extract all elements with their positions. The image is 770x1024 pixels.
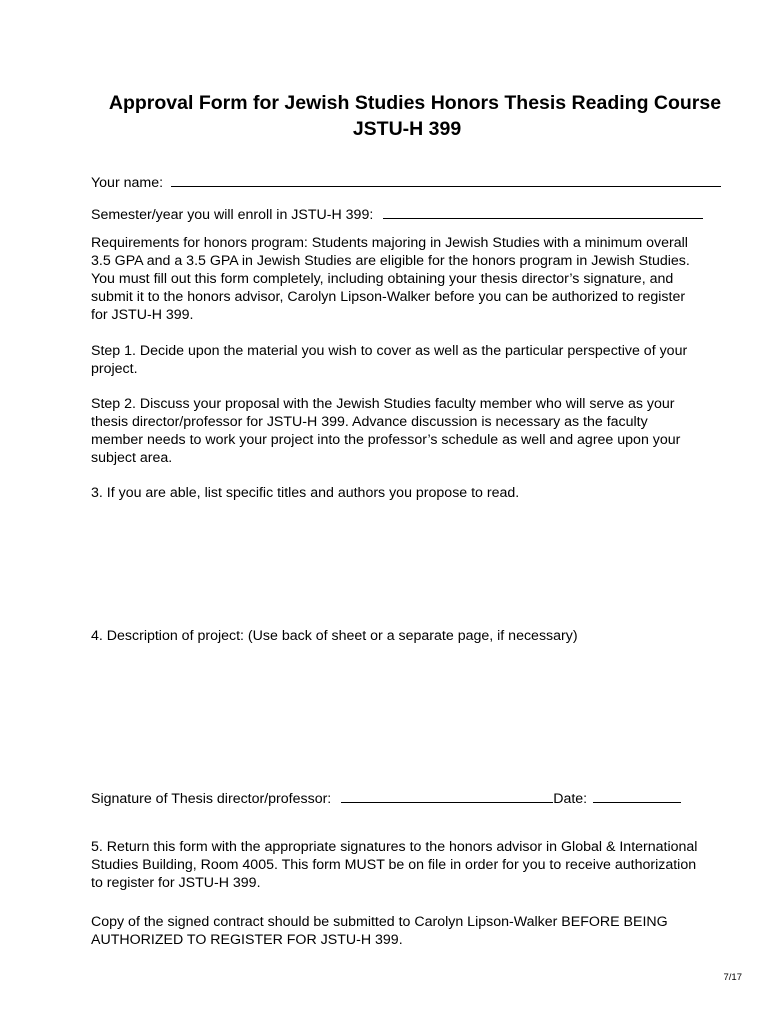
item5-line: Studies Building, Room 4005. This form MUST be on file in order for you to receive authorization: [91, 857, 697, 873]
step2-line: Step 2. Discuss your proposal with the Jewish Studies faculty member who will serve as your: [91, 396, 675, 412]
copy-note-paragraph: [91, 913, 751, 949]
step1-line: project.: [91, 361, 138, 377]
step2-line: subject area.: [91, 450, 173, 466]
requirements-line: for JSTU-H 399.: [91, 307, 194, 323]
item4-project-description: 4. Description of project: (Use back of sheet or a separate page, if necessary): [91, 628, 578, 644]
date-blank-line[interactable]: [593, 788, 681, 803]
step2-paragraph: [91, 395, 751, 467]
form-title: Approval Form for Jewish Studies Honors Thesis Reading Course: [108, 92, 722, 114]
copy-note-line: AUTHORIZED TO REGISTER FOR JSTU-H 399.: [91, 932, 403, 948]
requirements-line: Requirements for honors program: Students majoring in Jewish Studies with a minimum overall: [91, 235, 688, 251]
semester-blank-line[interactable]: [383, 204, 703, 219]
semester-field-row: [91, 204, 703, 224]
item5-line: 5. Return this form with the appropriate signatures to the honors advisor in Global & International: [91, 839, 698, 855]
signature-label: Signature of Thesis director/professor:: [91, 791, 332, 807]
form-version-footer: 7/17: [723, 972, 742, 983]
step2-line: thesis director/professor for JSTU-H 399. Advance discussion is necessary as the faculty: [91, 414, 648, 430]
signature-blank-line[interactable]: [341, 788, 553, 803]
name-field-row: [91, 172, 721, 192]
requirements-line: 3.5 GPA and a 3.5 GPA in Jewish Studies are eligible for the honors program in Jewish Studies.: [91, 253, 690, 269]
item5-paragraph: [91, 838, 751, 892]
requirements-line: You must fill out this form completely, including obtaining your thesis director’s signature, and: [91, 271, 674, 287]
course-code-title: JSTU-H 399: [352, 118, 462, 140]
requirements-line: submit it to the honors advisor, Carolyn Lipson-Walker before you can be authorized to register: [91, 289, 686, 305]
copy-note-line: Copy of the signed contract should be submitted to Carolyn Lipson-Walker BEFORE BEING: [91, 914, 668, 930]
item5-line: to register for JSTU-H 399.: [91, 875, 261, 891]
signature-row: [91, 788, 681, 808]
name-blank-line[interactable]: [171, 172, 721, 187]
requirements-paragraph: [91, 234, 751, 324]
date-label: Date:: [553, 791, 588, 807]
name-label: Your name:: [91, 175, 164, 191]
step1-paragraph: [91, 342, 751, 378]
semester-label: Semester/year you will enroll in JSTU-H 399:: [91, 207, 374, 223]
item3-reading-list: 3. If you are able, list specific titles and authors you propose to read.: [91, 485, 520, 501]
step1-line: Step 1. Decide upon the material you wish to cover as well as the particular perspective of your: [91, 343, 688, 359]
step2-line: member needs to work your project into the professor’s schedule as well and agree upon your: [91, 432, 681, 448]
